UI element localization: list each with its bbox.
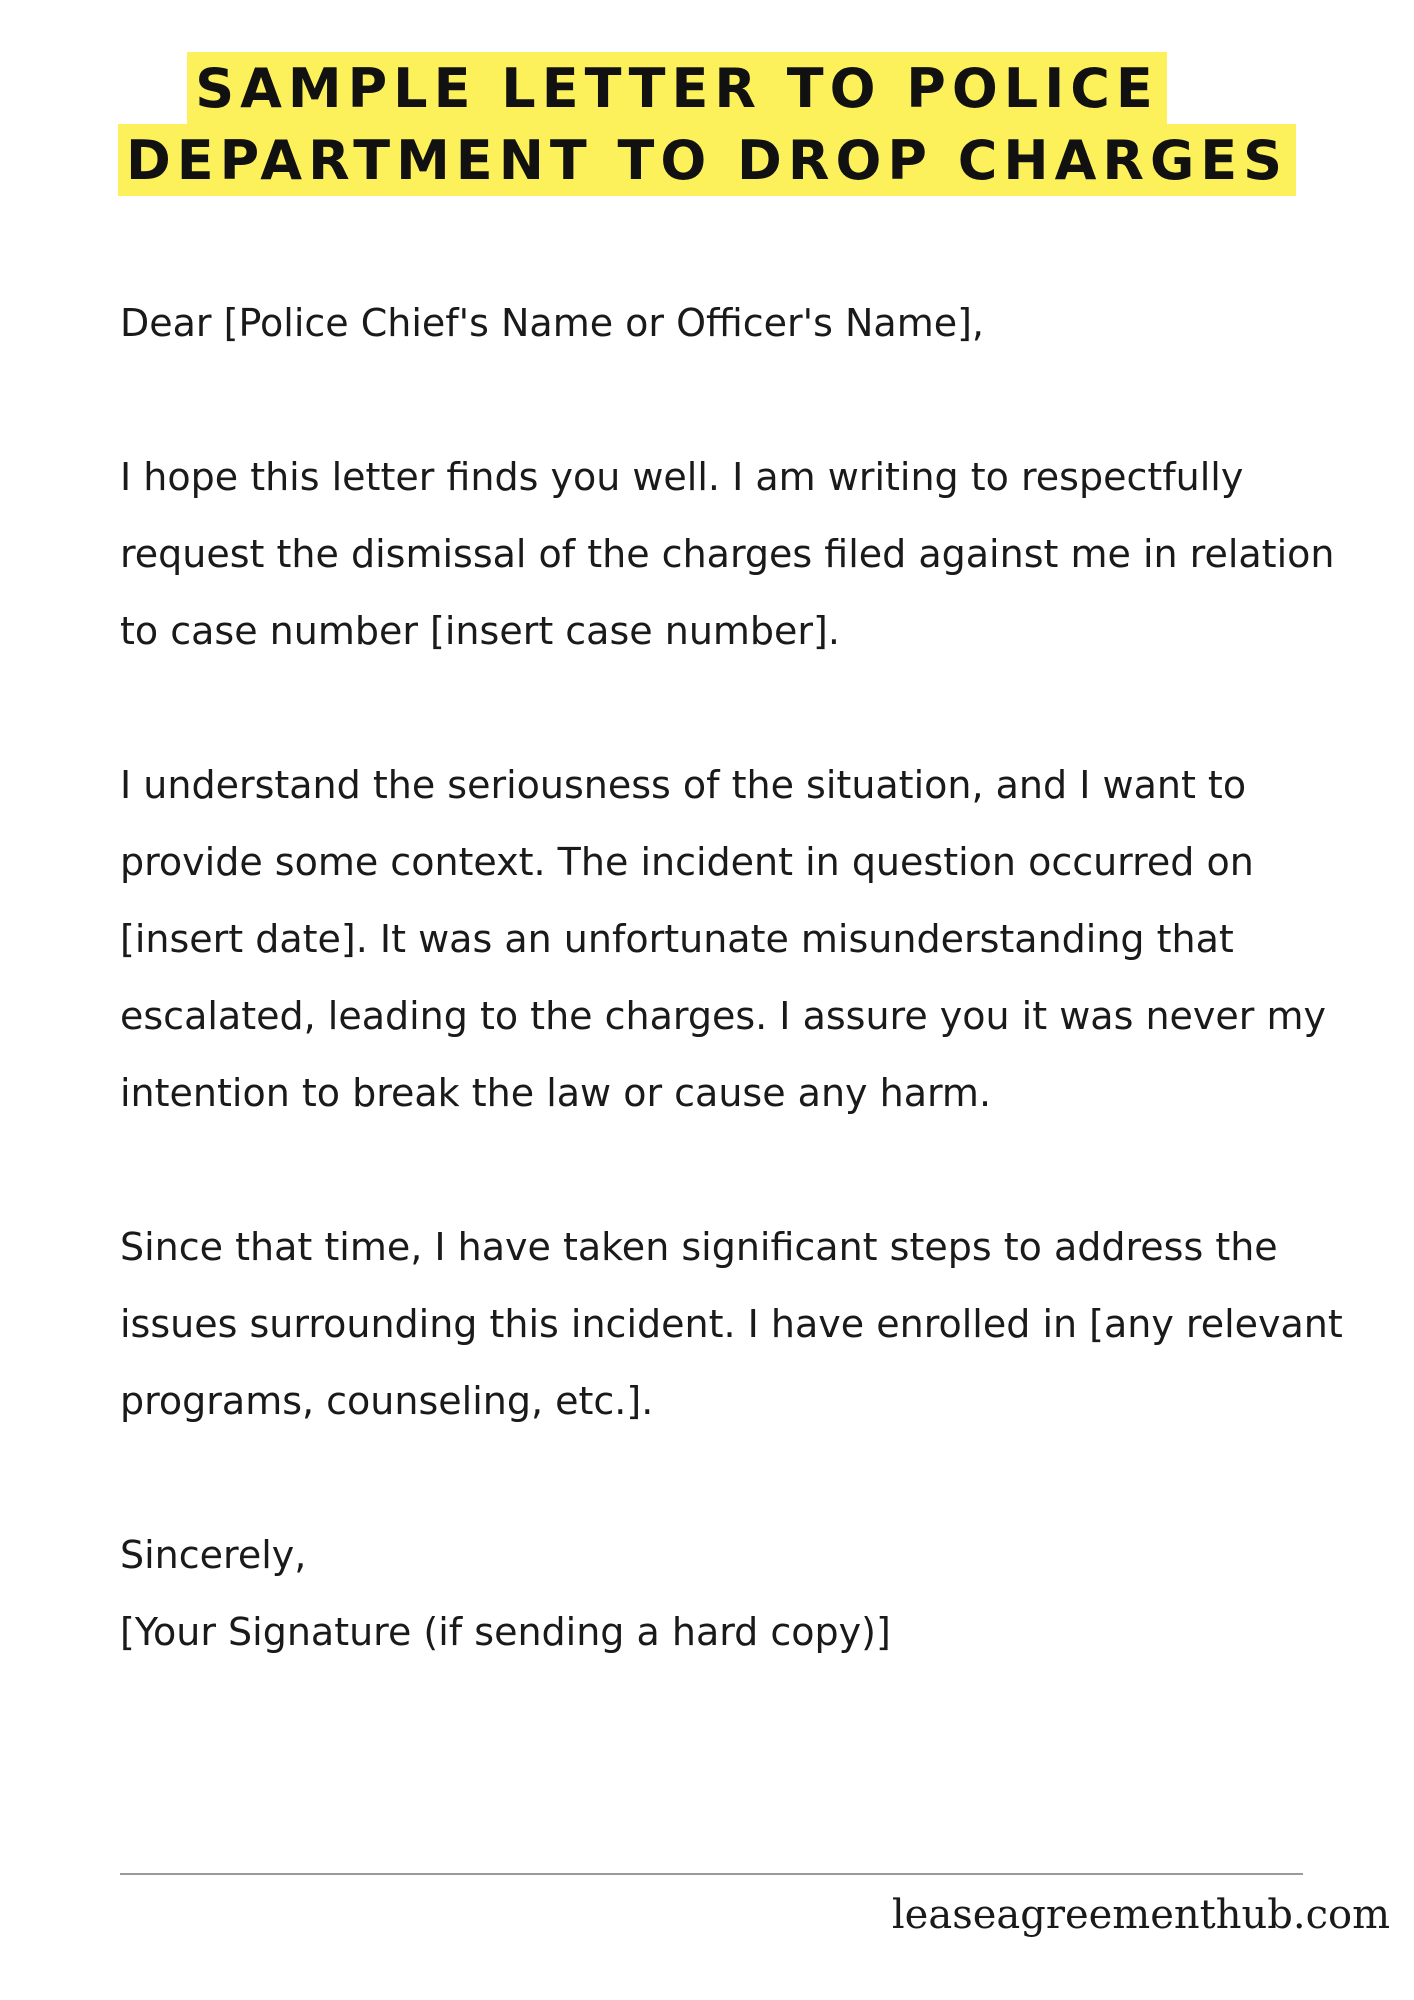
- title-line-1: SAMPLE LETTER TO POLICE: [187, 52, 1167, 124]
- signature: [Your Signature (if sending a hard copy)]: [120, 1610, 891, 1654]
- footer-divider: [120, 1873, 1303, 1875]
- footer-site: leaseagreementhub.com: [891, 1892, 1390, 1938]
- letter-body: [120, 285, 1360, 1671]
- paragraph-steps: Since that time, I have taken significant steps to address the issues surrounding this incident. I have enrolled in [any relevant programs, counseling, etc.].: [120, 1225, 1343, 1423]
- salutation: Dear [Police Chief's Name or Officer's Name],: [120, 301, 984, 345]
- paragraph-intro: I hope this letter finds you well. I am writing to respectfully request the dismissal of the charges filed against me in relation to case number [insert case number].: [120, 455, 1335, 653]
- page-title: [0, 52, 1414, 196]
- paragraph-context: I understand the seriousness of the situation, and I want to provide some context. The incident in question occurred on [insert date]. It was an unfortunate misunderstanding that escalated, leading to the charges. I assure you it was never my intention to break the law or cause any harm.: [120, 763, 1326, 1115]
- title-line-2: DEPARTMENT TO DROP CHARGES: [118, 124, 1296, 196]
- closing: Sincerely,: [120, 1533, 307, 1577]
